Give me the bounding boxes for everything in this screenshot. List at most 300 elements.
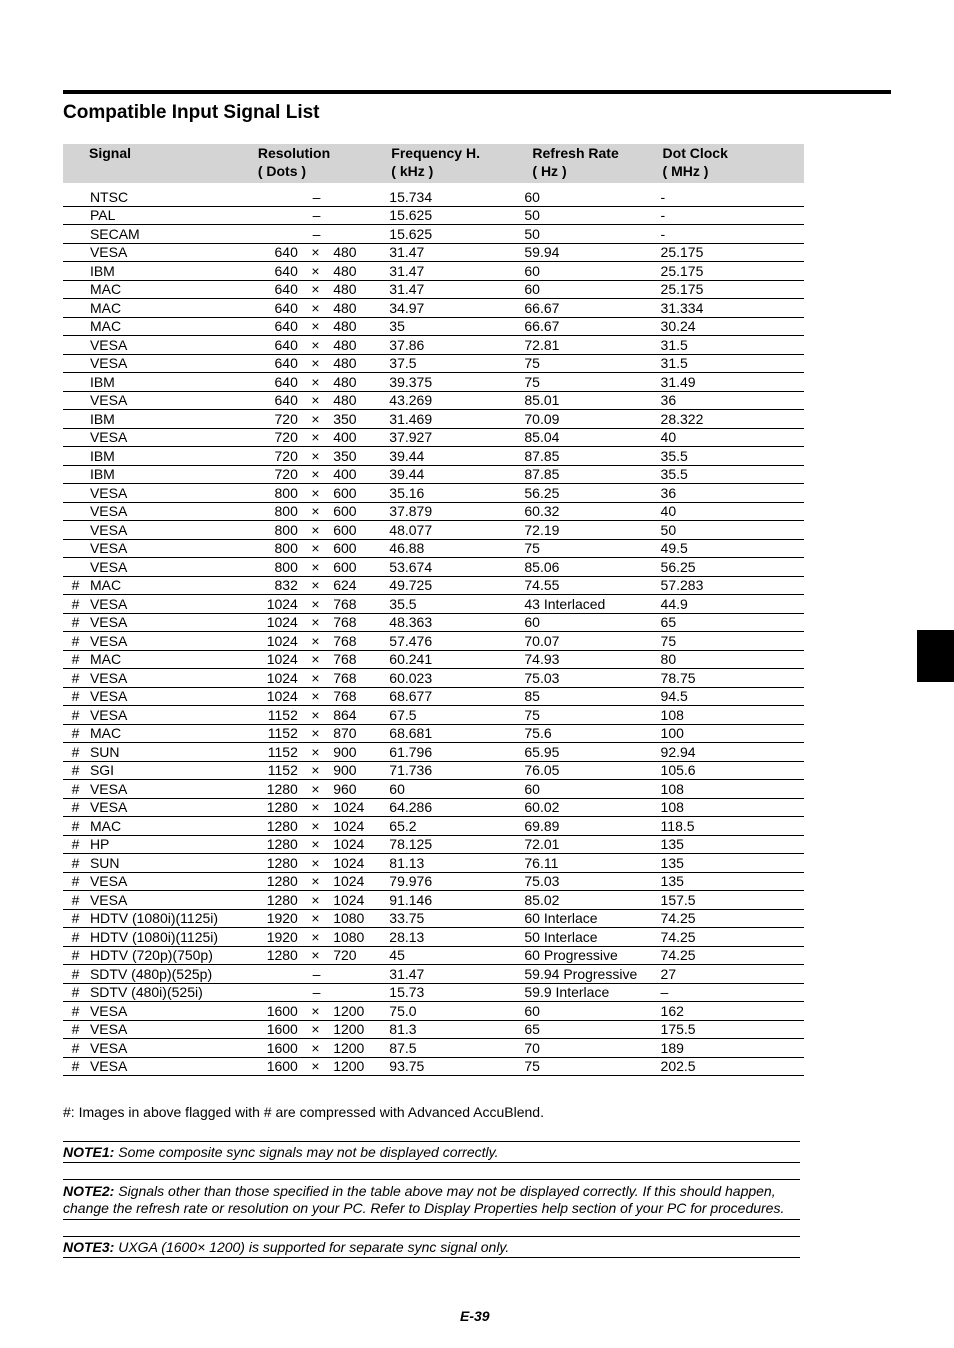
- row-signal: VESA: [88, 891, 244, 910]
- table-row: [63, 595, 804, 614]
- row-flag: #: [63, 1020, 88, 1039]
- row-resolution-height: 768: [333, 650, 389, 669]
- row-flag: #: [63, 983, 88, 1002]
- row-flag: #: [63, 761, 88, 780]
- row-signal: VESA: [88, 243, 244, 262]
- row-dot-clock: 50: [661, 521, 804, 540]
- row-dot-clock: 75: [661, 632, 804, 651]
- row-frequency: 53.674: [389, 558, 524, 577]
- table-row: [63, 724, 804, 743]
- row-resolution: –: [244, 206, 389, 225]
- row-refresh-rate: 75: [524, 1057, 660, 1076]
- row-resolution-height: 768: [333, 669, 389, 688]
- row-refresh-rate: 50 Interlace: [524, 928, 660, 947]
- row-signal: HP: [88, 835, 244, 854]
- row-refresh-rate: 60 Interlace: [524, 909, 660, 928]
- row-resolution-width: 1600: [244, 1057, 298, 1076]
- row-flag: [63, 262, 88, 281]
- row-signal: VESA: [88, 632, 244, 651]
- row-resolution-height: 768: [333, 687, 389, 706]
- row-refresh-rate: 74.93: [524, 650, 660, 669]
- row-dot-clock: 31.334: [661, 299, 804, 318]
- row-frequency: 81.3: [389, 1020, 524, 1039]
- row-dot-clock: 31.5: [661, 336, 804, 355]
- row-resolution-height: 600: [333, 521, 389, 540]
- row-refresh-rate: 75: [524, 373, 660, 392]
- table-row: [63, 632, 804, 651]
- row-frequency: 35: [389, 317, 524, 336]
- row-frequency: 31.47: [389, 280, 524, 299]
- row-resolution-width: 1152: [244, 743, 298, 762]
- table-row: [63, 854, 804, 873]
- row-flag: [63, 558, 88, 577]
- table-row: [63, 761, 804, 780]
- row-frequency: 37.879: [389, 502, 524, 521]
- row-frequency: 57.476: [389, 632, 524, 651]
- row-times-sign: ×: [298, 558, 333, 577]
- row-dot-clock: 36: [661, 484, 804, 503]
- row-times-sign: ×: [298, 576, 333, 595]
- row-times-sign: ×: [298, 1039, 333, 1058]
- row-frequency: 45: [389, 946, 524, 965]
- row-resolution-width: 1024: [244, 650, 298, 669]
- row-flag: #: [63, 687, 88, 706]
- row-flag: [63, 336, 88, 355]
- row-dot-clock: -: [661, 183, 804, 206]
- row-dot-clock: 94.5: [661, 687, 804, 706]
- table-row: [63, 613, 804, 632]
- row-flag: [63, 183, 88, 206]
- row-signal: IBM: [88, 262, 244, 281]
- row-resolution-width: 640: [244, 280, 298, 299]
- row-resolution-width: 720: [244, 410, 298, 429]
- row-flag: [63, 225, 88, 244]
- row-signal: MAC: [88, 576, 244, 595]
- row-resolution-height: 1080: [333, 928, 389, 947]
- row-frequency: 75.0: [389, 1002, 524, 1021]
- row-times-sign: ×: [298, 595, 333, 614]
- row-refresh-rate: 75: [524, 706, 660, 725]
- row-refresh-rate: 60.32: [524, 502, 660, 521]
- row-refresh-rate: 74.55: [524, 576, 660, 595]
- row-resolution-width: 640: [244, 317, 298, 336]
- row-dot-clock: 56.25: [661, 558, 804, 577]
- row-dot-clock: 30.24: [661, 317, 804, 336]
- table-row: [63, 909, 804, 928]
- row-times-sign: ×: [298, 928, 333, 947]
- table-row: [63, 280, 804, 299]
- row-flag: #: [63, 613, 88, 632]
- row-flag: #: [63, 706, 88, 725]
- row-frequency: 15.73: [389, 983, 524, 1002]
- row-resolution-width: 640: [244, 336, 298, 355]
- row-flag: #: [63, 1002, 88, 1021]
- row-times-sign: ×: [298, 280, 333, 299]
- table-row: [63, 946, 804, 965]
- row-flag: #: [63, 965, 88, 984]
- row-frequency: 78.125: [389, 835, 524, 854]
- row-resolution-width: 640: [244, 354, 298, 373]
- row-frequency: 15.625: [389, 206, 524, 225]
- row-signal: PAL: [88, 206, 244, 225]
- row-resolution-height: 600: [333, 484, 389, 503]
- table-row: [63, 373, 804, 392]
- row-signal: IBM: [88, 410, 244, 429]
- row-resolution-height: 1024: [333, 854, 389, 873]
- row-refresh-rate: 75.03: [524, 669, 660, 688]
- note2-label: NOTE2:: [63, 1183, 115, 1199]
- row-resolution-width: 1024: [244, 595, 298, 614]
- row-frequency: 35.16: [389, 484, 524, 503]
- row-refresh-rate: 70: [524, 1039, 660, 1058]
- note1: [63, 1144, 803, 1161]
- row-signal: IBM: [88, 373, 244, 392]
- note2-top-rule: [63, 1179, 800, 1180]
- row-refresh-rate: 70.09: [524, 410, 660, 429]
- row-flag: [63, 299, 88, 318]
- row-times-sign: ×: [298, 373, 333, 392]
- row-refresh-rate: 75.6: [524, 724, 660, 743]
- row-resolution-height: 1200: [333, 1002, 389, 1021]
- row-times-sign: ×: [298, 465, 333, 484]
- table-row: [63, 891, 804, 910]
- row-dot-clock: 65: [661, 613, 804, 632]
- row-times-sign: ×: [298, 817, 333, 836]
- row-dot-clock: 25.175: [661, 243, 804, 262]
- table-row: [63, 465, 804, 484]
- row-resolution-width: 800: [244, 521, 298, 540]
- row-refresh-rate: 60.02: [524, 798, 660, 817]
- row-signal: HDTV (1080i)(1125i): [88, 928, 244, 947]
- row-frequency: 71.736: [389, 761, 524, 780]
- row-frequency: 39.44: [389, 447, 524, 466]
- row-resolution-height: 768: [333, 632, 389, 651]
- row-times-sign: ×: [298, 613, 333, 632]
- row-refresh-rate: 87.85: [524, 465, 660, 484]
- row-flag: #: [63, 724, 88, 743]
- page-title: Compatible Input Signal List: [63, 102, 320, 123]
- row-frequency: 68.677: [389, 687, 524, 706]
- row-signal: MAC: [88, 299, 244, 318]
- row-times-sign: ×: [298, 761, 333, 780]
- table-row: [63, 817, 804, 836]
- row-flag: [63, 243, 88, 262]
- row-signal: VESA: [88, 798, 244, 817]
- row-flag: #: [63, 891, 88, 910]
- row-dot-clock: 35.5: [661, 465, 804, 484]
- row-resolution-width: 1280: [244, 891, 298, 910]
- row-resolution: –: [244, 965, 389, 984]
- row-frequency: 48.363: [389, 613, 524, 632]
- row-signal: VESA: [88, 428, 244, 447]
- row-resolution-width: 1600: [244, 1039, 298, 1058]
- row-flag: #: [63, 872, 88, 891]
- row-refresh-rate: 66.67: [524, 317, 660, 336]
- row-resolution-width: 1280: [244, 780, 298, 799]
- row-dot-clock: 135: [661, 835, 804, 854]
- row-flag: [63, 484, 88, 503]
- row-resolution-width: 1024: [244, 613, 298, 632]
- row-resolution: –: [244, 983, 389, 1002]
- row-resolution-height: 1200: [333, 1039, 389, 1058]
- row-signal: VESA: [88, 502, 244, 521]
- row-flag: #: [63, 798, 88, 817]
- table-row: [63, 484, 804, 503]
- row-times-sign: ×: [298, 299, 333, 318]
- row-resolution-height: 600: [333, 558, 389, 577]
- row-frequency: 34.97: [389, 299, 524, 318]
- row-resolution-height: 624: [333, 576, 389, 595]
- row-flag: #: [63, 854, 88, 873]
- accublend-footnote: #: Images in above flagged with # are compressed with Advanced AccuBlend.: [63, 1104, 544, 1120]
- row-refresh-rate: 59.94 Progressive: [524, 965, 660, 984]
- note3-label: NOTE3:: [63, 1239, 115, 1255]
- row-frequency: 48.077: [389, 521, 524, 540]
- row-times-sign: ×: [298, 484, 333, 503]
- row-flag: #: [63, 650, 88, 669]
- table-row: [63, 576, 804, 595]
- row-frequency: 67.5: [389, 706, 524, 725]
- row-signal: IBM: [88, 447, 244, 466]
- row-flag: #: [63, 909, 88, 928]
- row-dot-clock: 35.5: [661, 447, 804, 466]
- row-times-sign: ×: [298, 872, 333, 891]
- row-resolution-width: 640: [244, 373, 298, 392]
- row-times-sign: ×: [298, 724, 333, 743]
- row-times-sign: ×: [298, 539, 333, 558]
- row-flag: #: [63, 576, 88, 595]
- row-refresh-rate: 75: [524, 354, 660, 373]
- note1-text: Some composite sync signals may not be displayed correctly.: [114, 1144, 499, 1160]
- row-frequency: 37.927: [389, 428, 524, 447]
- row-refresh-rate: 65: [524, 1020, 660, 1039]
- table-row: [63, 336, 804, 355]
- row-dot-clock: 36: [661, 391, 804, 410]
- row-frequency: 37.86: [389, 336, 524, 355]
- row-dot-clock: 28.322: [661, 410, 804, 429]
- row-resolution-width: 720: [244, 465, 298, 484]
- note3-text: UXGA (1600× 1200) is supported for separate sync signal only.: [114, 1239, 510, 1255]
- row-signal: VESA: [88, 539, 244, 558]
- note3-bottom-rule: [63, 1257, 800, 1258]
- table-row: [63, 502, 804, 521]
- row-refresh-rate: 85: [524, 687, 660, 706]
- row-flag: #: [63, 946, 88, 965]
- table-row: [63, 928, 804, 947]
- row-times-sign: ×: [298, 687, 333, 706]
- row-resolution-width: 800: [244, 558, 298, 577]
- row-times-sign: ×: [298, 243, 333, 262]
- row-resolution-height: 1200: [333, 1057, 389, 1076]
- header-refresh-rate: Refresh Rate ( Hz ): [524, 144, 660, 183]
- note2-bottom-rule: [63, 1219, 800, 1220]
- row-dot-clock: 27: [661, 965, 804, 984]
- row-resolution-width: 1280: [244, 946, 298, 965]
- row-times-sign: ×: [298, 1020, 333, 1039]
- row-refresh-rate: 85.01: [524, 391, 660, 410]
- row-refresh-rate: 87.85: [524, 447, 660, 466]
- row-flag: #: [63, 780, 88, 799]
- row-refresh-rate: 50: [524, 225, 660, 244]
- row-resolution-height: 768: [333, 613, 389, 632]
- row-times-sign: ×: [298, 410, 333, 429]
- row-resolution-height: 480: [333, 299, 389, 318]
- row-times-sign: ×: [298, 502, 333, 521]
- row-resolution-width: 1280: [244, 854, 298, 873]
- row-times-sign: ×: [298, 428, 333, 447]
- row-dot-clock: 108: [661, 780, 804, 799]
- row-refresh-rate: 43 Interlaced: [524, 595, 660, 614]
- row-refresh-rate: 85.02: [524, 891, 660, 910]
- row-dot-clock: 175.5: [661, 1020, 804, 1039]
- row-resolution-width: 800: [244, 502, 298, 521]
- row-resolution-width: 1280: [244, 798, 298, 817]
- row-resolution-width: 1024: [244, 632, 298, 651]
- table-row: [63, 1039, 804, 1058]
- row-resolution-height: 480: [333, 262, 389, 281]
- row-frequency: 28.13: [389, 928, 524, 947]
- row-resolution-height: 480: [333, 354, 389, 373]
- row-resolution-width: 720: [244, 428, 298, 447]
- table-row: [63, 225, 804, 244]
- table-row: [63, 391, 804, 410]
- row-signal: MAC: [88, 817, 244, 836]
- row-frequency: 37.5: [389, 354, 524, 373]
- row-dot-clock: 100: [661, 724, 804, 743]
- row-resolution-height: 864: [333, 706, 389, 725]
- row-dot-clock: 57.283: [661, 576, 804, 595]
- table-row: [63, 669, 804, 688]
- row-resolution-width: 640: [244, 262, 298, 281]
- row-refresh-rate: 70.07: [524, 632, 660, 651]
- row-frequency: 31.47: [389, 965, 524, 984]
- row-frequency: 35.5: [389, 595, 524, 614]
- row-flag: [63, 410, 88, 429]
- row-resolution-height: 1024: [333, 872, 389, 891]
- row-flag: #: [63, 632, 88, 651]
- row-frequency: 15.734: [389, 183, 524, 206]
- row-frequency: 43.269: [389, 391, 524, 410]
- row-flag: [63, 502, 88, 521]
- table-row: [63, 299, 804, 318]
- row-dot-clock: 74.25: [661, 946, 804, 965]
- row-resolution-height: 1080: [333, 909, 389, 928]
- row-frequency: 33.75: [389, 909, 524, 928]
- note1-top-rule: [63, 1141, 800, 1142]
- table-row: [63, 354, 804, 373]
- row-times-sign: ×: [298, 909, 333, 928]
- table-row: [63, 558, 804, 577]
- row-signal: VESA: [88, 336, 244, 355]
- table-row: [63, 521, 804, 540]
- row-flag: #: [63, 1057, 88, 1076]
- row-times-sign: ×: [298, 317, 333, 336]
- row-frequency: 87.5: [389, 1039, 524, 1058]
- row-dot-clock: 108: [661, 706, 804, 725]
- row-times-sign: ×: [298, 669, 333, 688]
- row-dot-clock: 80: [661, 650, 804, 669]
- header-signal: Signal: [63, 144, 244, 183]
- row-signal: VESA: [88, 613, 244, 632]
- row-times-sign: ×: [298, 447, 333, 466]
- row-resolution-width: 800: [244, 539, 298, 558]
- row-resolution-height: 400: [333, 428, 389, 447]
- row-refresh-rate: 60: [524, 280, 660, 299]
- table-row: [63, 183, 804, 206]
- page-number: E-39: [460, 1308, 490, 1324]
- row-dot-clock: 135: [661, 854, 804, 873]
- row-resolution-height: 1024: [333, 798, 389, 817]
- row-frequency: 31.469: [389, 410, 524, 429]
- row-resolution-height: 480: [333, 336, 389, 355]
- row-refresh-rate: 76.11: [524, 854, 660, 873]
- row-resolution-width: 1280: [244, 835, 298, 854]
- note3-top-rule: [63, 1236, 800, 1237]
- row-frequency: 68.681: [389, 724, 524, 743]
- note1-bottom-rule: [63, 1162, 800, 1163]
- table-row: [63, 1002, 804, 1021]
- row-refresh-rate: 66.67: [524, 299, 660, 318]
- row-dot-clock: 157.5: [661, 891, 804, 910]
- row-resolution-width: 1152: [244, 724, 298, 743]
- row-times-sign: ×: [298, 780, 333, 799]
- table-row: [63, 410, 804, 429]
- table-row: [63, 539, 804, 558]
- row-dot-clock: 25.175: [661, 280, 804, 299]
- row-signal: VESA: [88, 354, 244, 373]
- table-row: [63, 243, 804, 262]
- row-resolution-height: 350: [333, 447, 389, 466]
- row-signal: SDTV (480i)(525i): [88, 983, 244, 1002]
- row-frequency: 79.976: [389, 872, 524, 891]
- table-row: [63, 798, 804, 817]
- row-times-sign: ×: [298, 336, 333, 355]
- row-resolution-height: 480: [333, 373, 389, 392]
- row-resolution-height: 1024: [333, 817, 389, 836]
- row-dot-clock: 92.94: [661, 743, 804, 762]
- row-flag: [63, 280, 88, 299]
- table-row: [63, 428, 804, 447]
- row-dot-clock: 31.5: [661, 354, 804, 373]
- row-resolution-height: 900: [333, 761, 389, 780]
- row-dot-clock: 44.9: [661, 595, 804, 614]
- row-dot-clock: 74.25: [661, 928, 804, 947]
- row-resolution-height: 870: [333, 724, 389, 743]
- row-resolution-width: 800: [244, 484, 298, 503]
- row-resolution-height: 480: [333, 317, 389, 336]
- row-signal: MAC: [88, 650, 244, 669]
- row-times-sign: ×: [298, 1002, 333, 1021]
- row-times-sign: ×: [298, 650, 333, 669]
- row-resolution-width: 1920: [244, 928, 298, 947]
- row-times-sign: ×: [298, 743, 333, 762]
- row-refresh-rate: 50: [524, 206, 660, 225]
- row-signal: VESA: [88, 872, 244, 891]
- row-signal: HDTV (720p)(750p): [88, 946, 244, 965]
- row-flag: [63, 354, 88, 373]
- row-dot-clock: 162: [661, 1002, 804, 1021]
- row-frequency: 61.796: [389, 743, 524, 762]
- row-signal: VESA: [88, 558, 244, 577]
- row-times-sign: ×: [298, 706, 333, 725]
- row-flag: [63, 521, 88, 540]
- row-signal: VESA: [88, 1057, 244, 1076]
- row-dot-clock: 135: [661, 872, 804, 891]
- row-signal: VESA: [88, 687, 244, 706]
- row-signal: VESA: [88, 484, 244, 503]
- row-refresh-rate: 85.06: [524, 558, 660, 577]
- row-dot-clock: 40: [661, 428, 804, 447]
